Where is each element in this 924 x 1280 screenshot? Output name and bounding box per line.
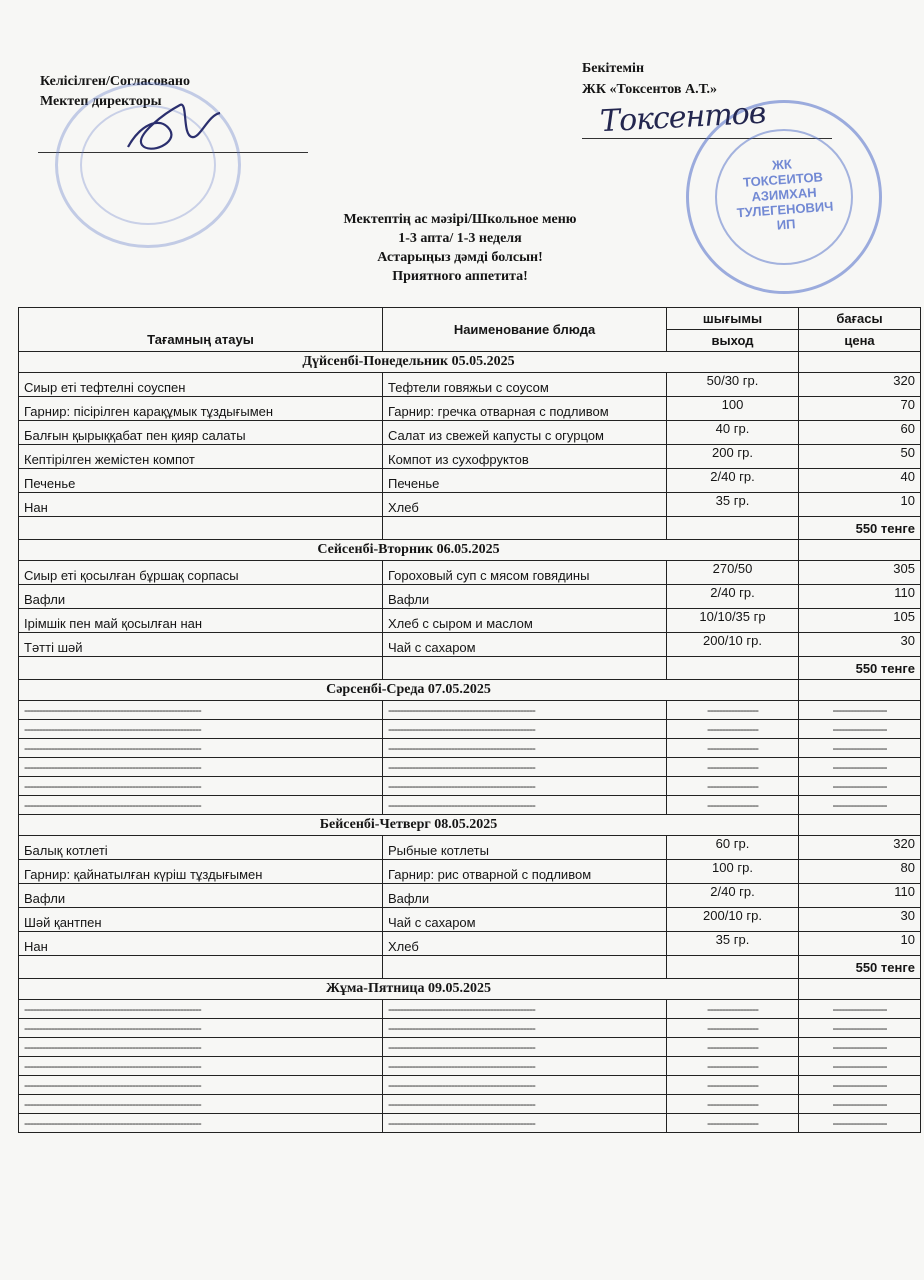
dish-name-ru: Чай с сахаром <box>383 908 667 932</box>
dish-price: 70 <box>799 397 921 421</box>
dash-cell: ------------------ <box>799 796 921 815</box>
dash-cell: ----------------- <box>667 1038 799 1057</box>
dish-output: 35 гр. <box>667 493 799 517</box>
dish-price: 50 <box>799 445 921 469</box>
dish-name-ru: Хлеб <box>383 932 667 956</box>
dish-name-ru: Чай с сахаром <box>383 633 667 657</box>
empty-row <box>19 1095 921 1114</box>
dash-cell: ----------------- <box>667 796 799 815</box>
table-row <box>19 445 921 469</box>
dash-cell: ----------------------------------------------------------- <box>19 1038 383 1057</box>
day-header-row <box>19 540 921 561</box>
day-title: Бейсенбі-Четверг 08.05.2025 <box>19 815 799 836</box>
day-title: Дүйсенбі-Понедельник 05.05.2025 <box>19 352 799 373</box>
empty-row <box>19 701 921 720</box>
menu-title <box>260 210 660 286</box>
total-empty <box>667 657 799 680</box>
dash-cell: ------------------ <box>799 1076 921 1095</box>
empty-row <box>19 758 921 777</box>
signature-right: Токсентов <box>599 95 767 140</box>
table-row <box>19 469 921 493</box>
dish-name-ru: Вафли <box>383 884 667 908</box>
dash-cell: ------------------------------------------------- <box>383 1057 667 1076</box>
dash-cell: ----------------- <box>667 758 799 777</box>
title-line-3: Астарыңыз дәмді болсын! <box>377 250 543 265</box>
dash-cell: ------------------------------------------------- <box>383 1114 667 1133</box>
day-title-spacer <box>799 815 921 836</box>
approval-left-line1: Келісілген/Согласовано <box>40 74 190 89</box>
title-line-2: 1-3 апта/ 1-3 неделя <box>398 231 522 246</box>
dash-cell: ----------------- <box>667 1057 799 1076</box>
title-line-1: Мектептің ас мәзірі/Школьное меню <box>343 212 577 227</box>
dash-cell: ----------------- <box>667 1114 799 1133</box>
dish-name-ru: Гороховый суп с мясом говядины <box>383 561 667 585</box>
dash-cell: ----------------- <box>667 1095 799 1114</box>
dash-cell: ------------------ <box>799 1057 921 1076</box>
dash-cell: ----------------------------------------------------------- <box>19 758 383 777</box>
total-empty <box>383 657 667 680</box>
total-empty <box>19 657 383 680</box>
dash-cell: ----------------- <box>667 720 799 739</box>
dish-output: 60 гр. <box>667 836 799 860</box>
empty-row <box>19 1114 921 1133</box>
approval-right-line1: Бекітемін <box>582 61 645 76</box>
empty-row <box>19 1076 921 1095</box>
total-row <box>19 657 921 680</box>
day-title: Сейсенбі-Вторник 06.05.2025 <box>19 540 799 561</box>
dish-output: 2/40 гр. <box>667 469 799 493</box>
table-row <box>19 884 921 908</box>
day-title-spacer <box>799 979 921 1000</box>
stamp-text-2: ТОКСЕИТОВ <box>742 169 824 190</box>
dish-name-kz: Вафли <box>19 585 383 609</box>
col-header-output-kz: шығымы <box>667 308 799 330</box>
dash-cell: ----------------- <box>667 777 799 796</box>
dish-output: 200/10 гр. <box>667 908 799 932</box>
total-empty <box>667 517 799 540</box>
dish-price: 30 <box>799 633 921 657</box>
day-header-row <box>19 352 921 373</box>
dash-cell: ------------------ <box>799 1019 921 1038</box>
table-row <box>19 397 921 421</box>
day-title-spacer <box>799 352 921 373</box>
dish-name-kz: Балық котлеті <box>19 836 383 860</box>
dash-cell: ------------------------------------------------- <box>383 1000 667 1019</box>
total-empty <box>19 517 383 540</box>
dish-output: 200/10 гр. <box>667 633 799 657</box>
menu-table <box>18 307 921 1133</box>
dash-cell: ------------------ <box>799 758 921 777</box>
day-title-spacer <box>799 680 921 701</box>
dish-price: 30 <box>799 908 921 932</box>
dash-cell: ----------------------------------------------------------- <box>19 1057 383 1076</box>
dash-cell: ----------------------------------------------------------- <box>19 1019 383 1038</box>
dish-name-kz: Сиыр еті тефтелні соуспен <box>19 373 383 397</box>
dash-cell: ------------------------------------------------- <box>383 720 667 739</box>
empty-row <box>19 720 921 739</box>
dish-name-ru: Тефтели говяжьи с соусом <box>383 373 667 397</box>
day-title: Жұма-Пятница 09.05.2025 <box>19 979 799 1000</box>
table-row <box>19 493 921 517</box>
dash-cell: ------------------------------------------------- <box>383 1038 667 1057</box>
dish-output: 2/40 гр. <box>667 585 799 609</box>
dish-price: 305 <box>799 561 921 585</box>
dash-cell: ----------------- <box>667 1000 799 1019</box>
dash-cell: ------------------------------------------------- <box>383 1095 667 1114</box>
dash-cell: ------------------------------------------------- <box>383 1019 667 1038</box>
table-row <box>19 908 921 932</box>
col-header-price-ru: цена <box>799 330 921 352</box>
dish-name-ru: Хлеб <box>383 493 667 517</box>
dash-cell: ----------------- <box>667 739 799 758</box>
dash-cell: ------------------ <box>799 1095 921 1114</box>
empty-row <box>19 739 921 758</box>
dish-output: 100 <box>667 397 799 421</box>
day-header-row <box>19 815 921 836</box>
dash-cell: ------------------ <box>799 720 921 739</box>
dash-cell: ----------------- <box>667 1019 799 1038</box>
dish-name-kz: Тәтті шәй <box>19 633 383 657</box>
empty-row <box>19 777 921 796</box>
col-header-ru: Наименование блюда <box>383 308 667 352</box>
col-header-output-ru: выход <box>667 330 799 352</box>
dish-name-kz: Кептірілген жемістен компот <box>19 445 383 469</box>
dash-cell: ----------------------------------------------------------- <box>19 701 383 720</box>
dish-name-ru: Хлеб с сыром и маслом <box>383 609 667 633</box>
dash-cell: ------------------------------------------------- <box>383 1076 667 1095</box>
dish-price: 40 <box>799 469 921 493</box>
total-empty <box>383 517 667 540</box>
col-header-kz: Тағамның атауы <box>19 308 383 352</box>
approval-left-line2: Мектеп директоры <box>40 94 162 109</box>
dash-cell: ------------------ <box>799 1038 921 1057</box>
signature-left-icon <box>120 95 230 165</box>
dish-name-kz: Гарнир: пісірілген карақұмык тұздығымен <box>19 397 383 421</box>
dash-cell: ----------------- <box>667 1076 799 1095</box>
day-header-row <box>19 680 921 701</box>
dish-name-kz: Вафли <box>19 884 383 908</box>
stamp-text-5: ИП <box>776 216 796 233</box>
dish-output: 35 гр. <box>667 932 799 956</box>
dish-output: 40 гр. <box>667 421 799 445</box>
dish-name-kz: Сиыр еті қосылған бұршақ сорпасы <box>19 561 383 585</box>
dash-cell: ----------------------------------------------------------- <box>19 1095 383 1114</box>
dish-output: 270/50 <box>667 561 799 585</box>
dash-cell: ------------------ <box>799 777 921 796</box>
empty-row <box>19 1019 921 1038</box>
dash-cell: ------------------ <box>799 1000 921 1019</box>
empty-row <box>19 796 921 815</box>
table-row <box>19 609 921 633</box>
dish-name-ru: Печенье <box>383 469 667 493</box>
dish-output: 200 гр. <box>667 445 799 469</box>
dash-cell: ------------------ <box>799 739 921 758</box>
dish-price: 105 <box>799 609 921 633</box>
dish-output: 100 гр. <box>667 860 799 884</box>
dash-cell: ----------------------------------------------------------- <box>19 739 383 758</box>
dish-output: 2/40 гр. <box>667 884 799 908</box>
stamp-text-4: ТУЛЕГЕНОВИЧ <box>736 198 834 221</box>
day-title: Сәрсенбі-Среда 07.05.2025 <box>19 680 799 701</box>
dish-price: 110 <box>799 585 921 609</box>
dish-name-kz: Ірімшік пен май қосылған нан <box>19 609 383 633</box>
dish-price: 320 <box>799 836 921 860</box>
dish-price: 60 <box>799 421 921 445</box>
day-header-row <box>19 979 921 1000</box>
dish-output: 50/30 гр. <box>667 373 799 397</box>
dash-cell: ------------------ <box>799 1114 921 1133</box>
dish-price: 320 <box>799 373 921 397</box>
col-header-price-kz: бағасы <box>799 308 921 330</box>
approval-right <box>582 58 717 100</box>
dish-price: 80 <box>799 860 921 884</box>
dash-cell: ------------------------------------------------- <box>383 796 667 815</box>
dish-name-ru: Гарнир: рис отварной с подливом <box>383 860 667 884</box>
dish-name-kz: Балғын қырыққабат пен қияр салаты <box>19 421 383 445</box>
total-row <box>19 956 921 979</box>
empty-row <box>19 1038 921 1057</box>
total-empty <box>667 956 799 979</box>
total-row <box>19 517 921 540</box>
title-line-4: Приятного аппетита! <box>392 269 528 284</box>
dish-name-kz: Нан <box>19 932 383 956</box>
empty-row <box>19 1000 921 1019</box>
dish-name-kz: Гарнир: қайнатылған күріш тұздығымен <box>19 860 383 884</box>
dish-name-ru: Гарнир: гречка отварная с подливом <box>383 397 667 421</box>
dash-cell: ------------------ <box>799 701 921 720</box>
dash-cell: ------------------------------------------------- <box>383 739 667 758</box>
day-total: 550 тенге <box>799 956 921 979</box>
table-row <box>19 585 921 609</box>
dish-name-ru: Салат из свежей капусты с огурцом <box>383 421 667 445</box>
empty-row <box>19 1057 921 1076</box>
table-row <box>19 633 921 657</box>
table-row <box>19 373 921 397</box>
stamp-text-3: АЗИМХАН <box>750 184 818 205</box>
table-row <box>19 836 921 860</box>
table-row <box>19 932 921 956</box>
dish-name-kz: Печенье <box>19 469 383 493</box>
dish-price: 10 <box>799 493 921 517</box>
dish-name-ru: Рыбные котлеты <box>383 836 667 860</box>
table-row <box>19 561 921 585</box>
dish-name-ru: Вафли <box>383 585 667 609</box>
table-row <box>19 421 921 445</box>
stamp-text-1: ЖК <box>771 156 793 173</box>
day-title-spacer <box>799 540 921 561</box>
dish-name-kz: Нан <box>19 493 383 517</box>
dish-output: 10/10/35 гр <box>667 609 799 633</box>
approval-right-line2: ЖК «Токсентов А.Т.» <box>582 82 718 97</box>
dish-name-kz: Шәй қантпен <box>19 908 383 932</box>
dish-name-ru: Компот из сухофруктов <box>383 445 667 469</box>
dash-cell: ----------------------------------------------------------- <box>19 720 383 739</box>
dash-cell: ----------------------------------------------------------- <box>19 1000 383 1019</box>
total-empty <box>383 956 667 979</box>
day-total: 550 тенге <box>799 657 921 680</box>
table-row <box>19 860 921 884</box>
total-empty <box>19 956 383 979</box>
dash-cell: ------------------------------------------------- <box>383 777 667 796</box>
dish-price: 10 <box>799 932 921 956</box>
day-total: 550 тенге <box>799 517 921 540</box>
dash-cell: ----------------------------------------------------------- <box>19 1076 383 1095</box>
dash-cell: ----------------------------------------------------------- <box>19 1114 383 1133</box>
dash-cell: ------------------------------------------------- <box>383 758 667 777</box>
dish-price: 110 <box>799 884 921 908</box>
dash-cell: ----------------------------------------------------------- <box>19 777 383 796</box>
dash-cell: ----------------- <box>667 701 799 720</box>
dash-cell: ----------------------------------------------------------- <box>19 796 383 815</box>
dash-cell: ------------------------------------------------- <box>383 701 667 720</box>
